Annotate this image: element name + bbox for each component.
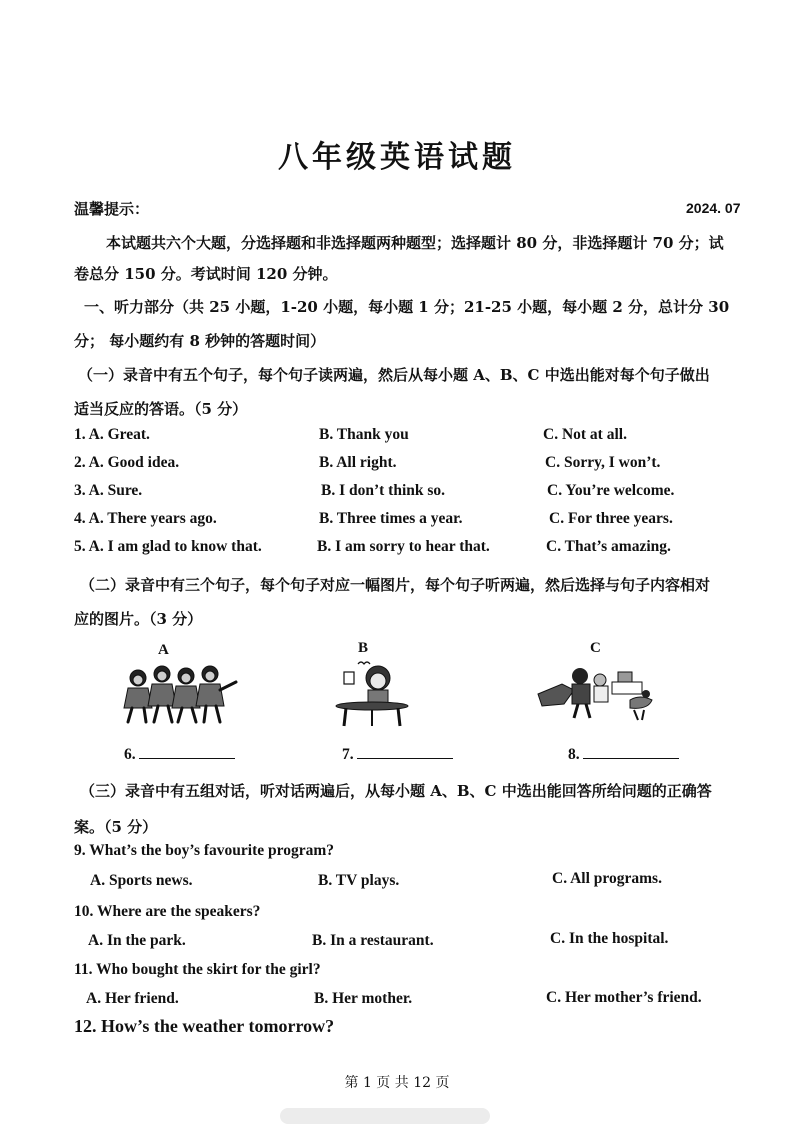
q10-question: 10. Where are the speakers? [74, 903, 261, 920]
q1-option-c: C. Not at all. [543, 426, 627, 443]
picture-a-children [118, 664, 240, 726]
q5-option-b: B. I am sorry to hear that. [317, 538, 490, 555]
q12-question: 12. How’s the weather tomorrow? [74, 1016, 335, 1036]
picture-label-a: A [158, 642, 169, 658]
scroll-indicator[interactable] [280, 1108, 490, 1124]
intro-line-1: 本试题共六个大题，分选择题和非选择题两种题型；选择题计 80 分，非选择题计 70 分；试 [106, 234, 724, 252]
part2-instruction-2: 应的图片。（3 分） [74, 610, 203, 628]
part1-instruction-1: （一）录音中有五个句子，每个句子读两遍，然后从每小题 A、B、C 中选出能对每个句子做出 [78, 366, 710, 384]
section1-line-1: 一、听力部分（共 25 小题，1-20 小题，每小题 1 分；21-25 小题，每小题 2 分，总计分 30 [84, 298, 730, 316]
picture-label-b: B [358, 640, 369, 656]
intro-line-2: 卷总分 150 分。考试时间 120 分钟。 [74, 265, 338, 283]
part1-instruction-2: 适当反应的答语。（5 分） [74, 400, 248, 418]
picture-c-scene [534, 660, 670, 722]
q1-option-b: B. Thank you [319, 426, 409, 443]
answer-blank-7[interactable]: 7. [342, 744, 453, 764]
q5-option-c: C. That’s amazing. [546, 538, 671, 555]
q2-option-b: B. All right. [319, 454, 397, 471]
section1-line-2: 分； 每小题约有 8 秒钟的答题时间） [74, 332, 326, 350]
q9-option-a: A. Sports news. [90, 872, 193, 889]
q4-option-a: 4. A. There years ago. [74, 510, 217, 527]
picture-label-c: C [590, 640, 601, 656]
answer-blank-8[interactable]: 8. [568, 744, 679, 764]
q3-option-b: B. I don’t think so. [321, 482, 446, 499]
q11-option-c: C. Her mother’s friend. [546, 989, 702, 1006]
part3-instruction-2: 案。（5 分） [74, 818, 158, 836]
q2-option-a: 2. A. Good idea. [74, 454, 180, 471]
q4-option-b: B. Three times a year. [319, 510, 463, 527]
exam-date: 2024. 07 [686, 200, 741, 216]
q9-option-c: C. All programs. [552, 870, 662, 887]
q9-question: 9. What’s the boy’s favourite program? [74, 842, 335, 859]
part3-instruction-1: （三）录音中有五组对话，听对话两遍后，从每小题 A、B、C 中选出能回答所给问题的正确答 [80, 782, 712, 800]
q1-option-a: 1. A. Great. [74, 426, 150, 443]
page-title: 八年级英语试题 [278, 140, 516, 175]
tip-label: 温馨提示： [74, 200, 150, 218]
q10-option-c: C. In the hospital. [550, 930, 669, 947]
part2-instruction-1: （二）录音中有三个句子，每个句子对应一幅图片，每个句子听两遍，然后选择与句子内容相对 [80, 576, 711, 594]
page-number: 第 1 页 共 12 页 [344, 1075, 450, 1091]
picture-b-girl-at-table [334, 660, 410, 728]
q11-question: 11. Who bought the skirt for the girl? [74, 961, 321, 978]
q4-option-c: C. For three years. [549, 510, 673, 527]
q10-option-a: A. In the park. [88, 932, 186, 949]
q2-option-c: C. Sorry, I won’t. [545, 454, 661, 471]
q11-option-a: A. Her friend. [86, 990, 179, 1007]
q5-option-a: 5. A. I am glad to know that. [74, 538, 262, 555]
q3-option-a: 3. A. Sure. [74, 482, 143, 499]
q9-option-b: B. TV plays. [318, 872, 400, 889]
q11-option-b: B. Her mother. [314, 990, 413, 1007]
q3-option-c: C. You’re welcome. [547, 482, 675, 499]
answer-blank-6[interactable]: 6. [124, 744, 235, 764]
q10-option-b: B. In a restaurant. [312, 932, 434, 949]
